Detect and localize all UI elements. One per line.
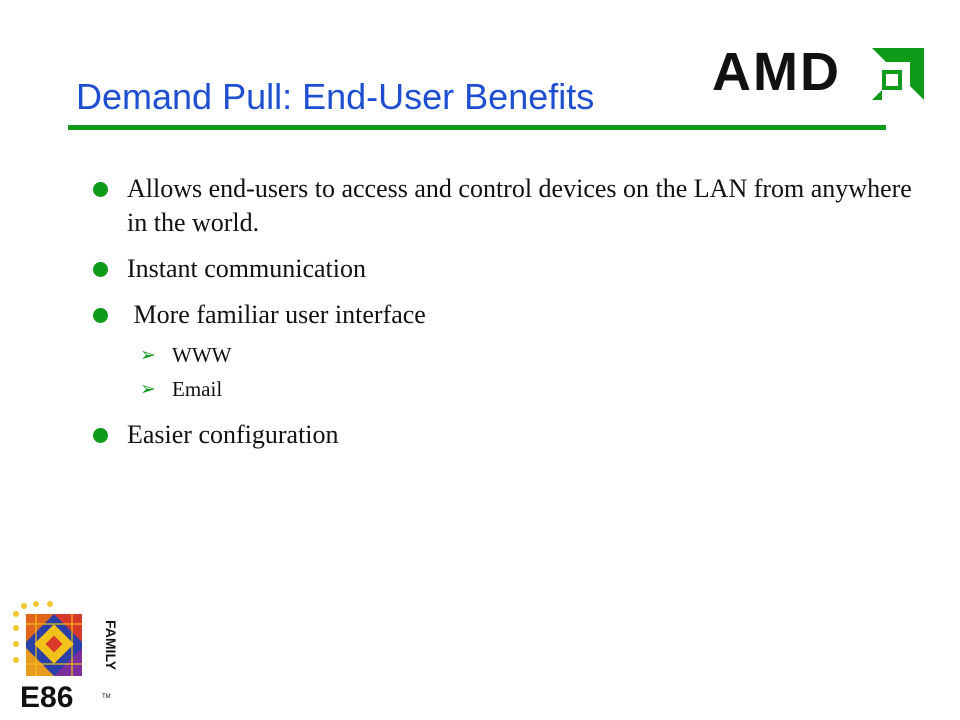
arrow-bullet-icon: ➢ <box>140 378 156 400</box>
bullet-item <box>92 252 912 286</box>
e86-family-text: FAMILY <box>103 620 119 671</box>
amd-logo <box>712 42 924 102</box>
e86-tm-mark: TM <box>102 694 111 700</box>
sub-bullet-list <box>92 338 912 406</box>
bullet-dot-icon <box>93 262 108 277</box>
bullet-item <box>92 172 912 240</box>
sub-bullet-text: Email <box>172 377 223 401</box>
bullet-item <box>92 418 912 452</box>
bullet-text: More familiar user interface <box>127 300 426 329</box>
slide-title: Demand Pull: End-User Benefits <box>76 76 595 117</box>
bullet-dot-icon <box>93 428 108 443</box>
amd-wordmark: AMD <box>712 42 841 102</box>
e86-wordmark: E86 <box>20 681 74 712</box>
bullet-dot-icon <box>93 182 108 197</box>
e86-family-logo <box>10 600 120 712</box>
amd-arrow-icon <box>872 48 924 100</box>
sub-bullet-text: WWW <box>172 343 232 367</box>
bullet-text: Easier configuration <box>127 420 339 449</box>
bullet-item <box>92 298 912 332</box>
title-underline <box>68 125 886 130</box>
sub-bullet-item <box>92 338 912 372</box>
e86-logo-graphic <box>10 600 120 712</box>
bullet-list <box>92 172 912 452</box>
bullet-dot-icon <box>93 308 108 323</box>
bullet-text: Allows end-users to access and control devices on the LAN from anywhere in the world. <box>127 174 912 237</box>
arrow-bullet-icon: ➢ <box>140 344 156 366</box>
bullet-text: Instant communication <box>127 254 367 283</box>
sub-bullet-item <box>92 372 912 406</box>
